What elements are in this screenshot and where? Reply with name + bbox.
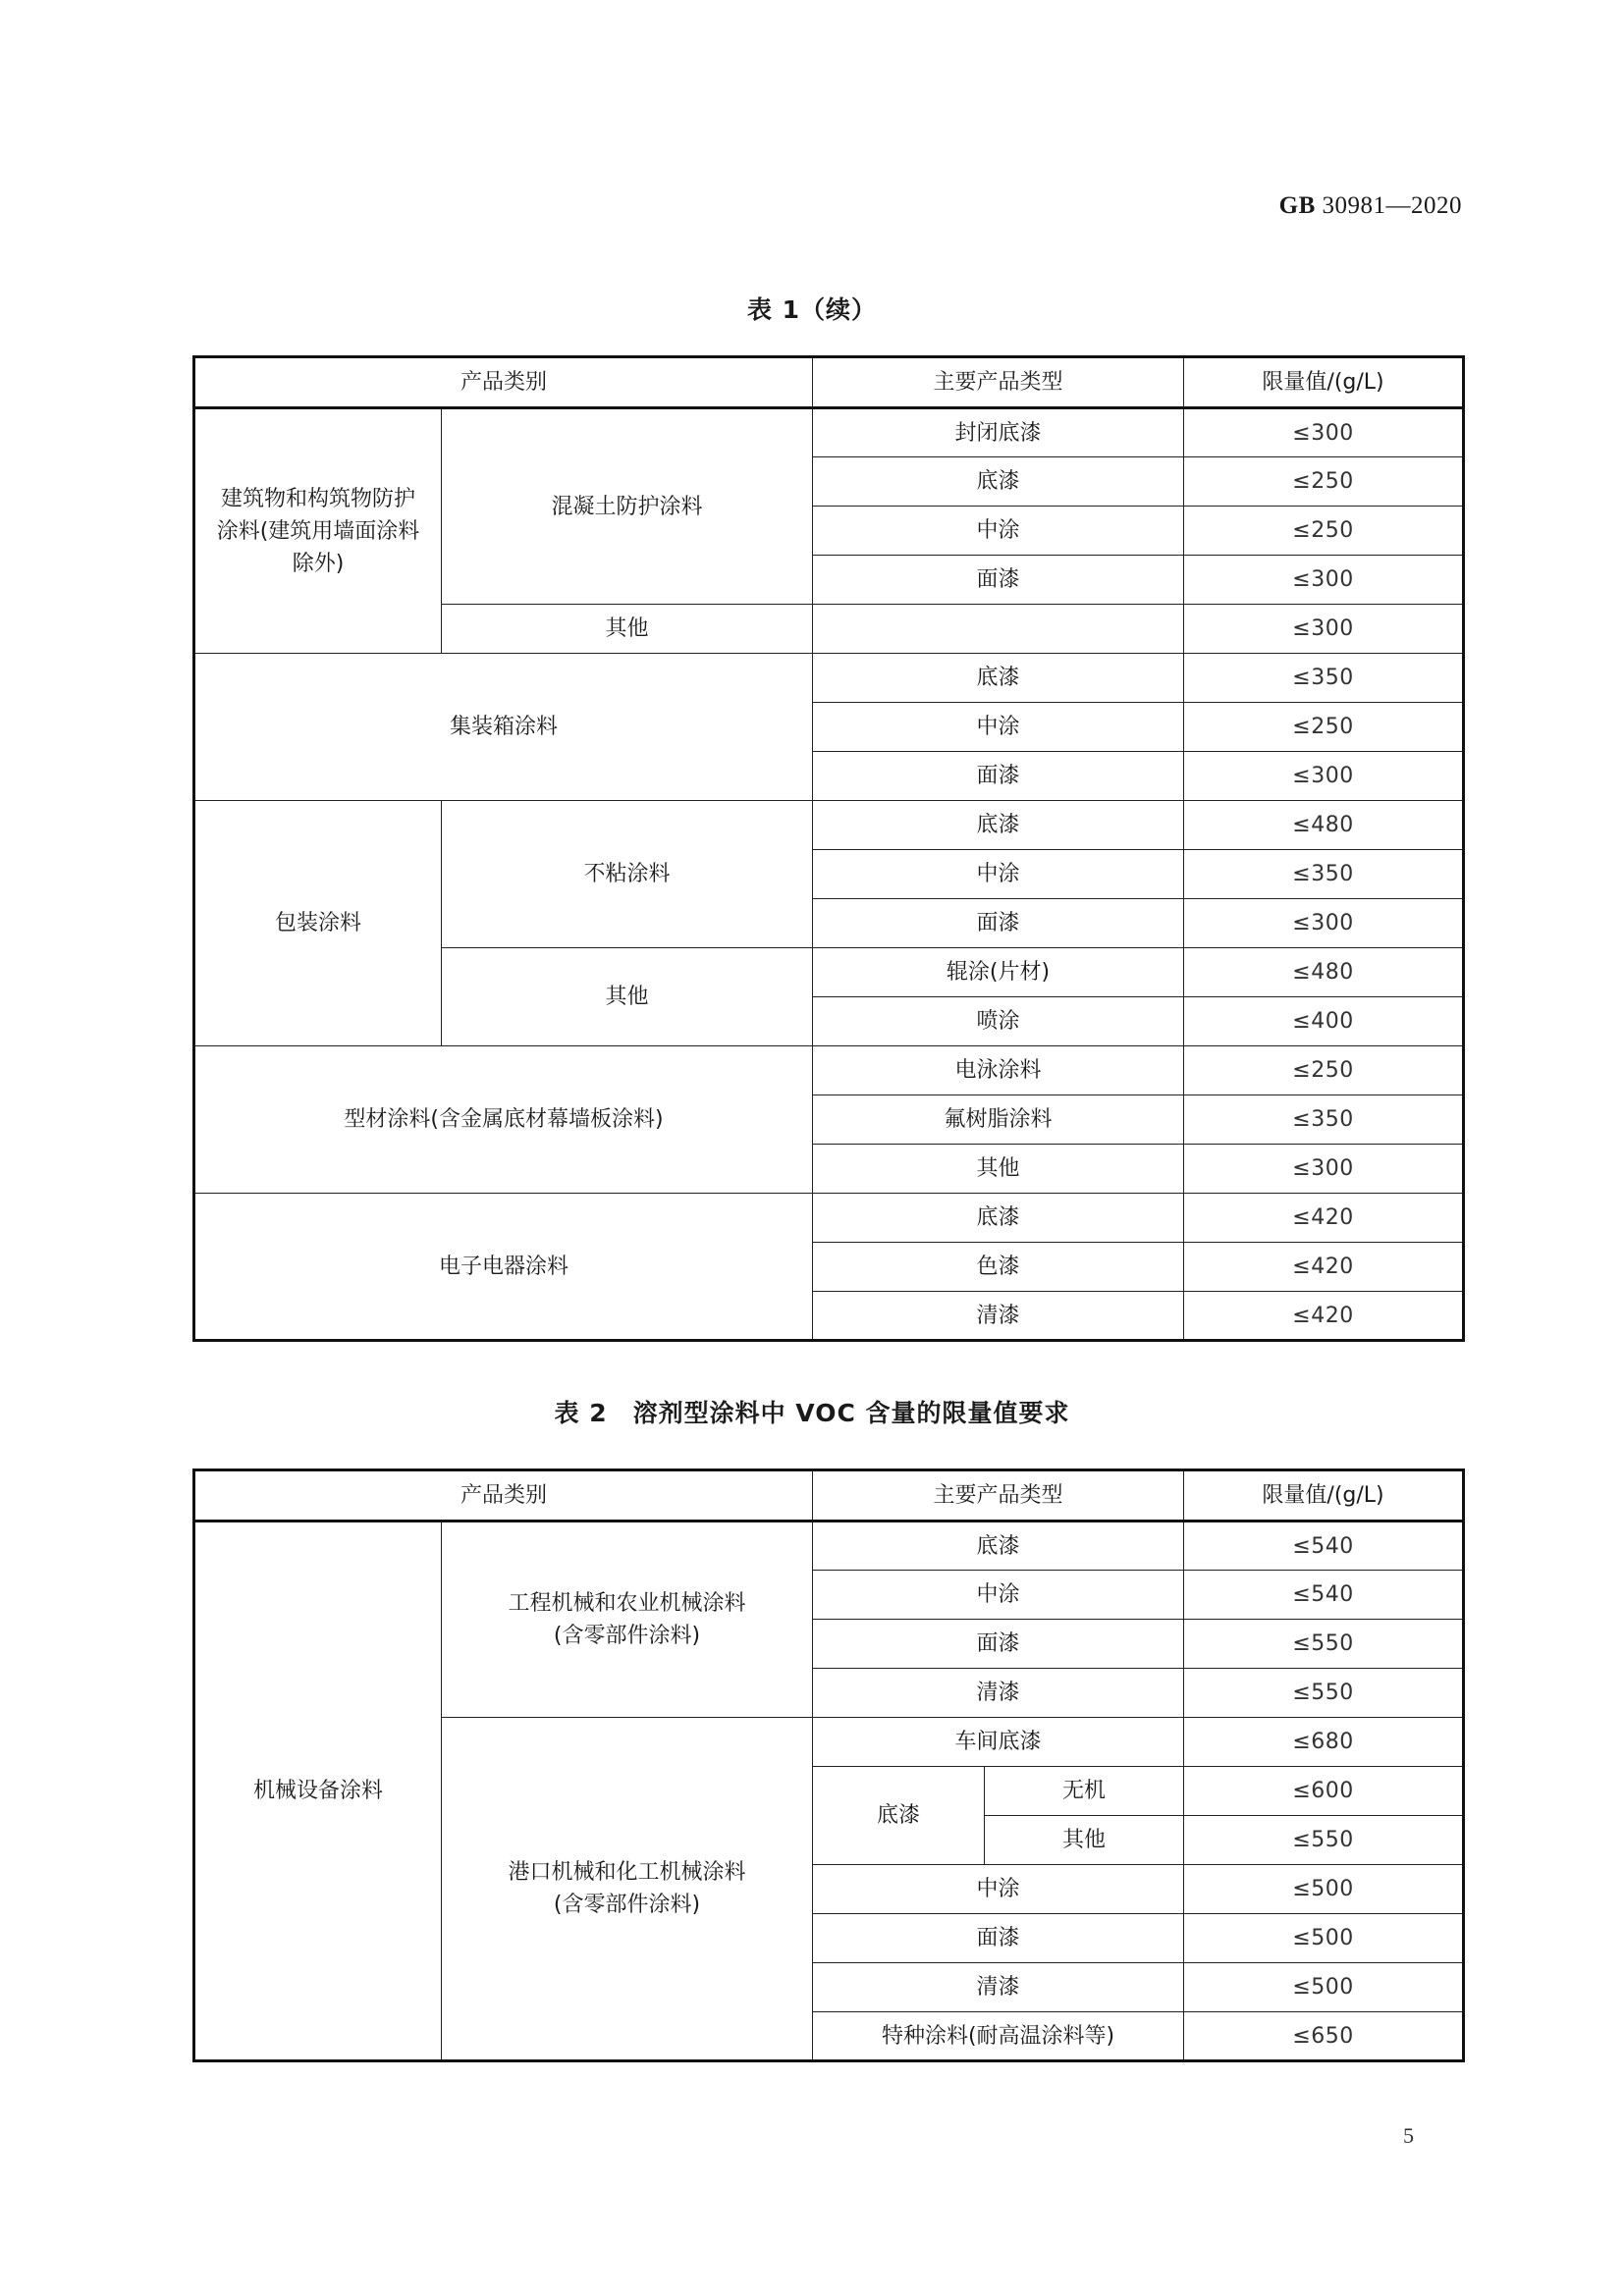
subcategory-concrete: 混凝土防护涂料 bbox=[442, 408, 813, 605]
type-cell: 封闭底漆 bbox=[813, 408, 1184, 457]
limit-cell: ≤250 bbox=[1184, 457, 1464, 507]
header-product-type: 主要产品类型 bbox=[813, 1470, 1184, 1522]
limit-cell: ≤500 bbox=[1184, 1865, 1464, 1914]
type-cell: 色漆 bbox=[813, 1243, 1184, 1292]
limit-cell: ≤680 bbox=[1184, 1718, 1464, 1767]
page-number: 5 bbox=[1403, 2123, 1414, 2148]
type-cell: 中涂 bbox=[813, 507, 1184, 556]
table-row bbox=[194, 1046, 1464, 1095]
standard-prefix: GB bbox=[1278, 192, 1316, 219]
subcategory-port bbox=[442, 1718, 813, 2061]
header-product-category: 产品类别 bbox=[194, 357, 813, 408]
limit-cell: ≤650 bbox=[1184, 2012, 1464, 2061]
limit-cell: ≤350 bbox=[1184, 654, 1464, 703]
subcategory-packaging-other: 其他 bbox=[442, 948, 813, 1046]
limit-cell: ≤300 bbox=[1184, 1145, 1464, 1194]
limit-cell: ≤500 bbox=[1184, 1963, 1464, 2012]
type-cell: 清漆 bbox=[813, 1669, 1184, 1718]
limit-cell: ≤550 bbox=[1184, 1669, 1464, 1718]
subcategory-engineering-line2: (含零部件涂料) bbox=[553, 1624, 701, 1648]
table-row bbox=[194, 1522, 1464, 1571]
type-cell bbox=[813, 605, 1184, 654]
limit-cell: ≤300 bbox=[1184, 899, 1464, 948]
table-row bbox=[194, 1194, 1464, 1243]
category-electronic: 电子电器涂料 bbox=[194, 1194, 813, 1341]
type-cell: 清漆 bbox=[813, 1963, 1184, 2012]
type-cell: 电泳涂料 bbox=[813, 1046, 1184, 1095]
type-cell: 底漆 bbox=[813, 654, 1184, 703]
limit-cell: ≤480 bbox=[1184, 948, 1464, 997]
type-cell: 氟树脂涂料 bbox=[813, 1095, 1184, 1145]
subcategory-engineering-line1: 工程机械和农业机械涂料 bbox=[508, 1591, 746, 1616]
header-limit: 限量值/(g/L) bbox=[1184, 357, 1464, 408]
limit-cell: ≤350 bbox=[1184, 1095, 1464, 1145]
type-cell: 辊涂(片材) bbox=[813, 948, 1184, 997]
subcategory-port-line2: (含零部件涂料) bbox=[553, 1893, 701, 1917]
table1-caption: 表 1（续） bbox=[746, 295, 878, 324]
type-cell: 底漆 bbox=[813, 1194, 1184, 1243]
subcategory-port-line1: 港口机械和化工机械涂料 bbox=[508, 1860, 746, 1885]
type-cell: 面漆 bbox=[813, 556, 1184, 605]
type-cell: 底漆 bbox=[813, 457, 1184, 507]
type-cell: 底漆 bbox=[813, 801, 1184, 850]
table1 bbox=[192, 355, 1465, 1342]
type-cell: 面漆 bbox=[813, 1620, 1184, 1669]
limit-cell: ≤550 bbox=[1184, 1620, 1464, 1669]
type-cell: 底漆 bbox=[813, 1522, 1184, 1571]
type-cell: 车间底漆 bbox=[813, 1718, 1184, 1767]
type-cell: 其他 bbox=[813, 1145, 1184, 1194]
table2-caption: 表 2 溶剂型涂料中 VOC 含量的限量值要求 bbox=[554, 1399, 1070, 1427]
table-row bbox=[194, 654, 1464, 703]
limit-cell: ≤400 bbox=[1184, 997, 1464, 1046]
limit-cell: ≤600 bbox=[1184, 1767, 1464, 1816]
limit-cell: ≤300 bbox=[1184, 605, 1464, 654]
limit-cell: ≤480 bbox=[1184, 801, 1464, 850]
limit-cell: ≤300 bbox=[1184, 752, 1464, 801]
limit-cell: ≤540 bbox=[1184, 1522, 1464, 1571]
limit-cell: ≤540 bbox=[1184, 1571, 1464, 1620]
category-building: 建筑物和构筑物防护涂料(建筑用墙面涂料除外) bbox=[194, 408, 442, 654]
table2 bbox=[192, 1468, 1465, 2062]
subcategory-engineering bbox=[442, 1522, 813, 1718]
category-packaging: 包装涂料 bbox=[194, 801, 442, 1046]
type-cell: 喷涂 bbox=[813, 997, 1184, 1046]
limit-cell: ≤300 bbox=[1184, 556, 1464, 605]
subtype-cell: 无机 bbox=[985, 1767, 1184, 1816]
type-cell: 中涂 bbox=[813, 1865, 1184, 1914]
subcategory-other: 其他 bbox=[442, 605, 813, 654]
limit-cell: ≤500 bbox=[1184, 1914, 1464, 1963]
type-cell: 中涂 bbox=[813, 703, 1184, 752]
type-primer: 底漆 bbox=[813, 1767, 985, 1865]
limit-cell: ≤250 bbox=[1184, 703, 1464, 752]
header-limit: 限量值/(g/L) bbox=[1184, 1470, 1464, 1522]
type-cell: 面漆 bbox=[813, 899, 1184, 948]
type-cell: 中涂 bbox=[813, 850, 1184, 899]
limit-cell: ≤300 bbox=[1184, 408, 1464, 457]
subtype-cell: 其他 bbox=[985, 1816, 1184, 1865]
type-cell: 特种涂料(耐高温涂料等) bbox=[813, 2012, 1184, 2061]
table-row bbox=[194, 408, 1464, 457]
type-cell: 面漆 bbox=[813, 1914, 1184, 1963]
category-machinery: 机械设备涂料 bbox=[194, 1522, 442, 2061]
standard-code: 30981—2020 bbox=[1322, 192, 1462, 219]
limit-cell: ≤420 bbox=[1184, 1292, 1464, 1341]
header-product-category: 产品类别 bbox=[194, 1470, 813, 1522]
limit-cell: ≤420 bbox=[1184, 1243, 1464, 1292]
header-product-type: 主要产品类型 bbox=[813, 357, 1184, 408]
limit-cell: ≤420 bbox=[1184, 1194, 1464, 1243]
limit-cell: ≤250 bbox=[1184, 507, 1464, 556]
limit-cell: ≤350 bbox=[1184, 850, 1464, 899]
limit-cell: ≤550 bbox=[1184, 1816, 1464, 1865]
type-cell: 中涂 bbox=[813, 1571, 1184, 1620]
category-container: 集装箱涂料 bbox=[194, 654, 813, 801]
table-row bbox=[194, 801, 1464, 850]
subcategory-nonstick: 不粘涂料 bbox=[442, 801, 813, 948]
limit-cell: ≤250 bbox=[1184, 1046, 1464, 1095]
type-cell: 清漆 bbox=[813, 1292, 1184, 1341]
type-cell: 面漆 bbox=[813, 752, 1184, 801]
category-profile: 型材涂料(含金属底材幕墙板涂料) bbox=[194, 1046, 813, 1194]
standard-number bbox=[1279, 192, 1462, 220]
